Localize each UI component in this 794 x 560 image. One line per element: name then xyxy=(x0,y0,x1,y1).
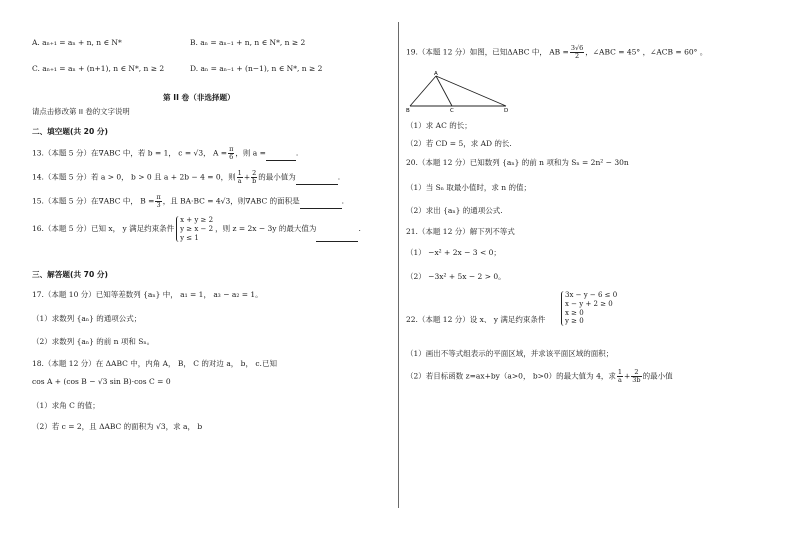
question-22-prefix: 22.（本题 12 分）设 x、 y 满足约束条件 xyxy=(406,315,546,324)
answer-blank-14[interactable] xyxy=(296,177,338,185)
part-two-title: 第 II 卷（非选择题） xyxy=(163,93,235,102)
answer-blank-13[interactable] xyxy=(266,153,296,161)
label-b: B xyxy=(406,108,410,114)
question-18: 18.（本题 12 分）在 ΔABC 中，内角 A， B， C 的对边 a， b， c.已知 xyxy=(32,359,277,368)
fraction-2-b: $\frac{2}{b}$ xyxy=(252,169,257,185)
constraint-system-22: 3x − y − 6 ≤ 0 x − y + 2 ≥ 0 x ≥ 0 y ≥ 0 xyxy=(561,291,617,326)
fraction-pi-3: $\frac{\pi}{3}$ xyxy=(156,193,161,209)
question-17-part-2: （2）求数列 {aₙ} 的前 n 项和 Sₙ。 xyxy=(32,337,155,346)
question-22-part-2: （2）若目标函数 z=ax+by（a>0， b>0）的最大值为 4，求 $\frac{1}{a}$ + $\frac{2}{3b}$ 的最小值 xyxy=(406,368,673,384)
column-divider xyxy=(398,22,399,508)
question-20-part-2: （2）求出 {aₙ} 的通项公式. xyxy=(406,206,503,215)
question-18-equation: cos A + (cos B − √3 sin B)·cos C = 0 xyxy=(32,377,171,386)
segment-ac xyxy=(436,76,452,106)
triangle-figure xyxy=(406,68,516,114)
question-22-system xyxy=(559,291,619,326)
constraint-system-16: x + y ≥ 2 y ≥ x − 2 y ≤ 1 xyxy=(176,216,213,242)
fraction-2-3b: $\frac{2}{3b}$ xyxy=(632,368,641,384)
label-c: C xyxy=(450,108,454,114)
question-19-part-1: （1）求 AC 的长； xyxy=(406,121,472,130)
answer-blank-16[interactable] xyxy=(316,234,358,242)
question-17-part-1: （1）求数列 {aₙ} 的通项公式； xyxy=(32,314,142,323)
fraction-pi-6: $\frac{\pi}{6}$ xyxy=(229,145,234,161)
choice-c[interactable]: C. aₙ₊₁ = aₙ + (n+1), n ∈ N*, n ≥ 2 xyxy=(32,64,165,73)
question-20-part-1: （1）当 Sₙ 取最小值时，求 n 的值； xyxy=(406,183,532,192)
fill-in-header: 二、填空题(共 20 分) xyxy=(32,127,108,136)
segment-ab xyxy=(410,76,436,106)
label-d: D xyxy=(504,108,509,114)
question-18-part-1: （1）求角 C 的值； xyxy=(32,401,100,410)
fraction-3root6-2: $\frac{3√6}{2}$ xyxy=(570,44,584,60)
question-13: 13.（本题 5 分）在∇ABC 中，若 b = 1， c = √3， A = $\frac{\pi}{6}$ ，则 a = . xyxy=(32,145,299,161)
fraction-1-a: $\frac{1}{a}$ xyxy=(237,169,242,185)
label-a: A xyxy=(434,71,438,77)
question-15: 15.（本题 5 分）在∇ABC 中， B = $\frac{\pi}{3}$ ，且 BA·BC = 4√3，则∇ABC 的面积是 . xyxy=(32,193,345,209)
question-18-part-2: （2）若 c = 2，且 ΔABC 的面积为 √3，求 a， b xyxy=(32,422,203,431)
question-17: 17.（本题 10 分）已知等差数列 {aₙ} 中， a₁ = 1， a₃ − a₂ = 1。 xyxy=(32,290,263,299)
segment-ad xyxy=(436,76,506,106)
question-22-part-1: （1）画出不等式组表示的平面区域，并求该平面区域的面积； xyxy=(406,349,614,358)
answer-blank-15[interactable] xyxy=(300,201,342,209)
question-19-part-2: （2）若 CD = 5，求 AD 的长. xyxy=(406,139,512,148)
question-20: 20.（本题 12 分）已知数列 {aₙ} 的前 n 项和为 Sₙ = 2n² − 30n xyxy=(406,158,629,167)
question-19: 19.（本题 12 分）如图，已知ΔABC 中， AB = $\frac{3√6}{2}$ ，∠ABC = 45° ，∠ACB = 60° 。 xyxy=(406,44,708,60)
choice-d[interactable]: D. aₙ = aₙ₋₁ + (n−1), n ∈ N*, n ≥ 2 xyxy=(190,64,323,73)
part-two-note: 请点击修改第 II 卷的文字说明 xyxy=(32,107,130,116)
question-21-part-1: （1） −x² + 2x − 3 < 0； xyxy=(406,248,501,257)
choice-a[interactable]: A. aₙ₊₁ = aₙ + n, n ∈ N* xyxy=(32,38,122,47)
choice-b[interactable]: B. aₙ = aₙ₋₁ + n, n ∈ N*, n ≥ 2 xyxy=(190,38,306,47)
question-14: 14.（本题 5 分）若 a > 0， b > 0 且 a + 2b − 4 = 0，则 $\frac{1}{a}$ + $\frac{2}{b}$ 的最小值为 . xyxy=(32,169,341,185)
fraction-1-a-22: $\frac{1}{a}$ xyxy=(617,368,622,384)
question-21-part-2: （2） −3x² + 5x − 2 > 0。 xyxy=(406,272,506,281)
question-21: 21.（本题 12 分）解下列不等式 xyxy=(406,227,515,236)
solve-header: 三、解答题(共 70 分) xyxy=(32,270,108,279)
question-16: 16.（本题 5 分）已知 x， y 满足约束条件 x + y ≥ 2 y ≥ x − 2 y ≤ 1 ，则 z = 2x − 3y 的最大值为 . xyxy=(32,216,361,242)
